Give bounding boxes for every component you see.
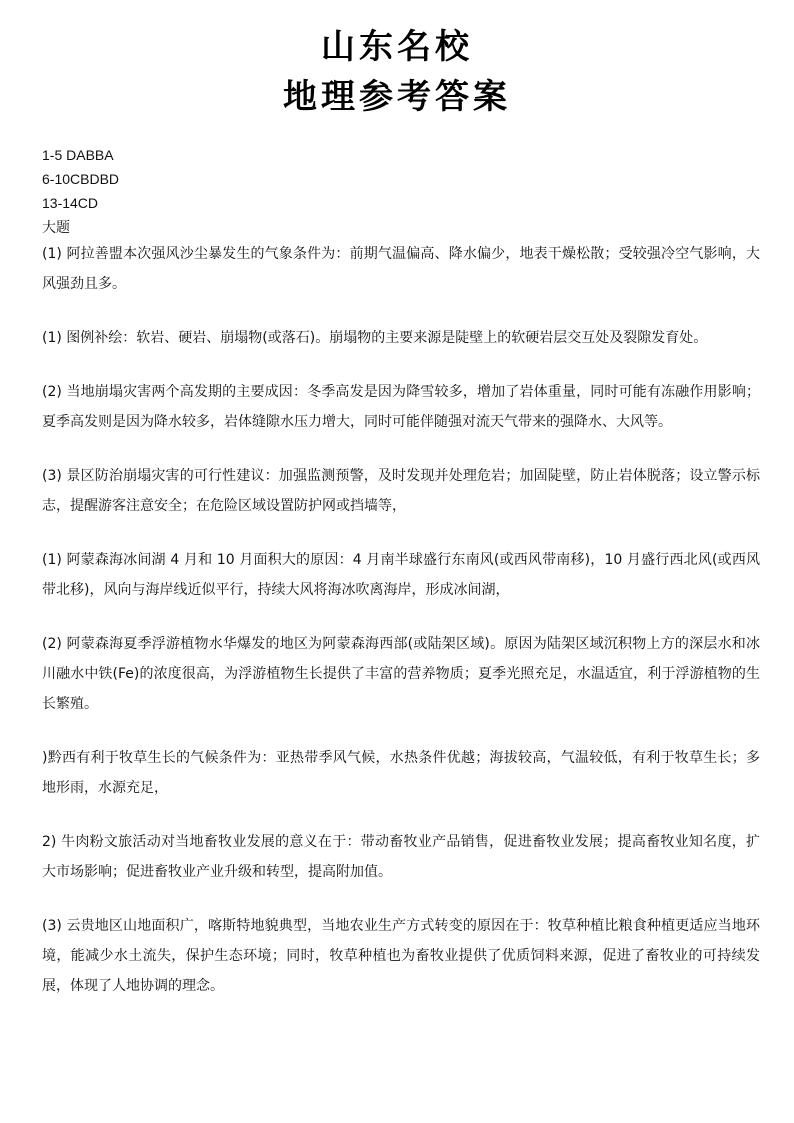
answer-paragraph-polynya: (1) 阿蒙森海冰间湖 4 月和 10 月面积大的原因：4 月南半球盛行东南风(或西风带南移)，10 月盛行西北风(或西风带北移)，风向与海岸线近似平行，持续大风将海冰吹离海岸，形成冰间湖， [42, 552, 760, 598]
answer-paragraph-agriculture-shift: (3) 云贵地区山地面积广，喀斯特地貌典型，当地农业生产方式转变的原因在于：牧草种植比粮食种植更适应当地环境，能减少水土流失，保护生态环境；同时，牧草种植也为畜牧业提供了优质饲料来源，促进了畜牧业的可持续发展，体现了人地协调的理念。 [42, 918, 760, 994]
section-label: 大题 [42, 219, 70, 235]
paragraph-spacer [42, 437, 760, 461]
choice-answer-6-10: 6-10CBDBD [42, 171, 120, 187]
choice-answer-13-14: 13-14CD [42, 195, 99, 211]
answer-paragraph-prevention: (3) 景区防治崩塌灾害的可行性建议：加强监测预警，及时发现并处理危岩；加固陡壁，防止岩体脱落；设立警示标志，提醒游客注意安全；在危险区域设置防护网或挡墙等， [42, 468, 760, 514]
paragraph-spacer [42, 887, 760, 911]
document-header [0, 22, 794, 122]
document-title: 地理参考答案 [283, 77, 511, 117]
paragraph-spacer [42, 353, 760, 377]
paragraph-spacer [42, 299, 760, 323]
answer-paragraph-legend: (1) 图例补绘：软岩、硬岩、崩塌物(或落石)。崩塌物的主要来源是陡壁上的软硬岩层交互处及裂隙发育处。 [42, 330, 708, 346]
paragraph-spacer [42, 521, 760, 545]
paragraph-spacer [42, 719, 760, 743]
choice-answer-1-5: 1-5 DABBA [42, 147, 114, 163]
paragraph-spacer [42, 803, 760, 827]
answer-paragraph-pasture-climate: )黔西有利于牧草生长的气候条件为：亚热带季风气候，水热条件优越；海拔较高，气温较低，有利于牧草生长；多地形雨，水源充足， [42, 750, 760, 796]
answer-paragraph-collapse-causes: (2) 当地崩塌灾害两个高发期的主要成因：冬季高发是因为降雪较多，增加了岩体重量，同时可能有冻融作用影响；夏季高发则是因为降水较多，岩体缝隙水压力增大，同时可能伴随强对流天气带来的强降水、大风等。 [42, 384, 760, 430]
answer-paragraph-sandstorm: (1) 阿拉善盟本次强风沙尘暴发生的气象条件为：前期气温偏高、降水偏少，地表干燥松散；受较强冷空气影响，大风强劲且多。 [42, 246, 760, 292]
answer-paragraph-beef-noodle-tourism: 2) 牛肉粉文旅活动对当地畜牧业发展的意义在于：带动畜牧业产品销售，促进畜牧业发展；提高畜牧业知名度，扩大市场影响；促进畜牧业产业升级和转型，提高附加值。 [42, 834, 760, 880]
answer-paragraph-plankton: (2) 阿蒙森海夏季浮游植物水华爆发的地区为阿蒙森海西部(或陆架区域)。原因为陆架区域沉积物上方的深层水和冰川融水中铁(Fe)的浓度很高，为浮游植物生长提供了丰富的营养物质；夏季光照充足，水温适宜，利于浮游植物的生长繁殖。 [42, 636, 760, 712]
paragraph-spacer [42, 605, 760, 629]
school-name: 山东名校 [321, 27, 473, 67]
answer-content [42, 143, 760, 1001]
